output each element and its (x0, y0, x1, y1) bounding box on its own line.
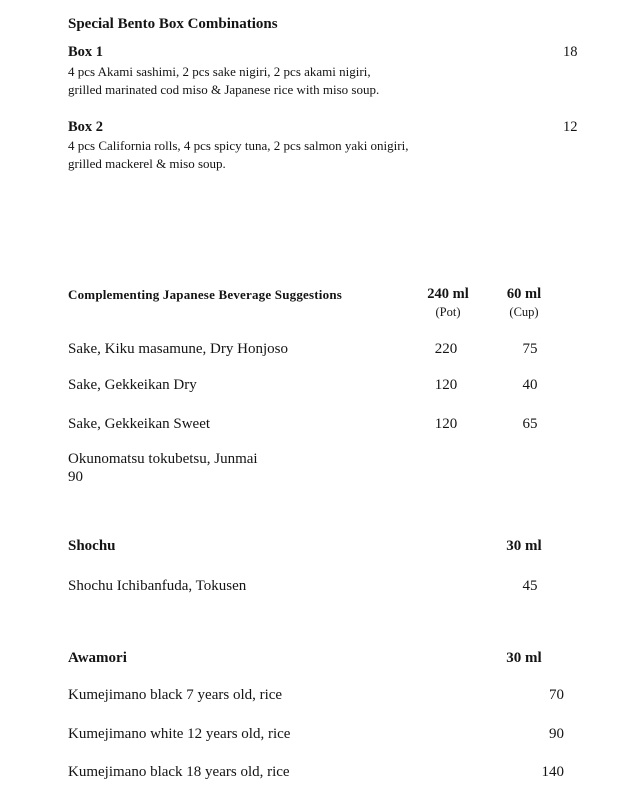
box-2-name: Box 2 (68, 119, 104, 135)
beverage-cup-price: 75 (522, 341, 538, 357)
box-2-description-line-2: grilled mackerel & miso soup. (68, 156, 226, 171)
beverage-pot-price: 120 (434, 416, 458, 432)
box-1-name: Box 1 (68, 44, 104, 60)
beverage-cup-price: 40 (522, 377, 538, 393)
beverage-pot-price: 220 (434, 341, 458, 357)
cup-unit-header: (Cup) (509, 305, 539, 319)
pot-size-header: 240 ml (427, 286, 469, 302)
shochu-item-name: Shochu Ichibanfuda, Tokusen (68, 578, 247, 594)
shochu-item-price: 45 (522, 578, 538, 594)
awamori-item-name: Kumejimano black 18 years old, rice (68, 764, 290, 780)
awamori-item-price: 90 (549, 726, 564, 742)
beverage-extra-price: 90 (68, 469, 83, 485)
box-1-description-line-1: 4 pcs Akami sashimi, 2 pcs sake nigiri, 2 pcs akami nigiri, (68, 64, 371, 79)
box-2-description-line-1: 4 pcs California rolls, 4 pcs spicy tuna, 2 pcs salmon yaki onigiri, (68, 138, 409, 153)
awamori-item-name: Kumejimano white 12 years old, rice (68, 726, 291, 742)
beverage-pot-price: 120 (434, 377, 458, 393)
beverages-section-title: Complementing Japanese Beverage Suggestions (68, 287, 343, 302)
awamori-item-price: 70 (549, 687, 564, 703)
beverage-name: Sake, Gekkeikan Dry (68, 377, 197, 393)
shochu-section-title: Shochu (68, 538, 116, 554)
bento-section-title: Special Bento Box Combinations (68, 16, 278, 32)
awamori-item-name: Kumejimano black 7 years old, rice (68, 687, 283, 703)
awamori-item-price: 140 (541, 764, 564, 780)
shochu-size-header: 30 ml (506, 538, 542, 554)
box-1-price: 18 (563, 44, 578, 60)
awamori-section-title: Awamori (68, 650, 127, 666)
beverage-name: Sake, Kiku masamune, Dry Honjoso (68, 341, 288, 357)
awamori-size-header: 30 ml (506, 650, 542, 666)
beverage-cup-price: 65 (522, 416, 538, 432)
box-1-description-line-2: grilled marinated cod miso & Japanese rice with miso soup. (68, 82, 380, 97)
beverage-name: Sake, Gekkeikan Sweet (68, 416, 211, 432)
cup-size-header: 60 ml (506, 286, 542, 302)
beverage-extra-name: Okunomatsu tokubetsu, Junmai (68, 451, 258, 467)
pot-unit-header: (Pot) (435, 305, 461, 319)
box-2-price: 12 (563, 119, 578, 135)
